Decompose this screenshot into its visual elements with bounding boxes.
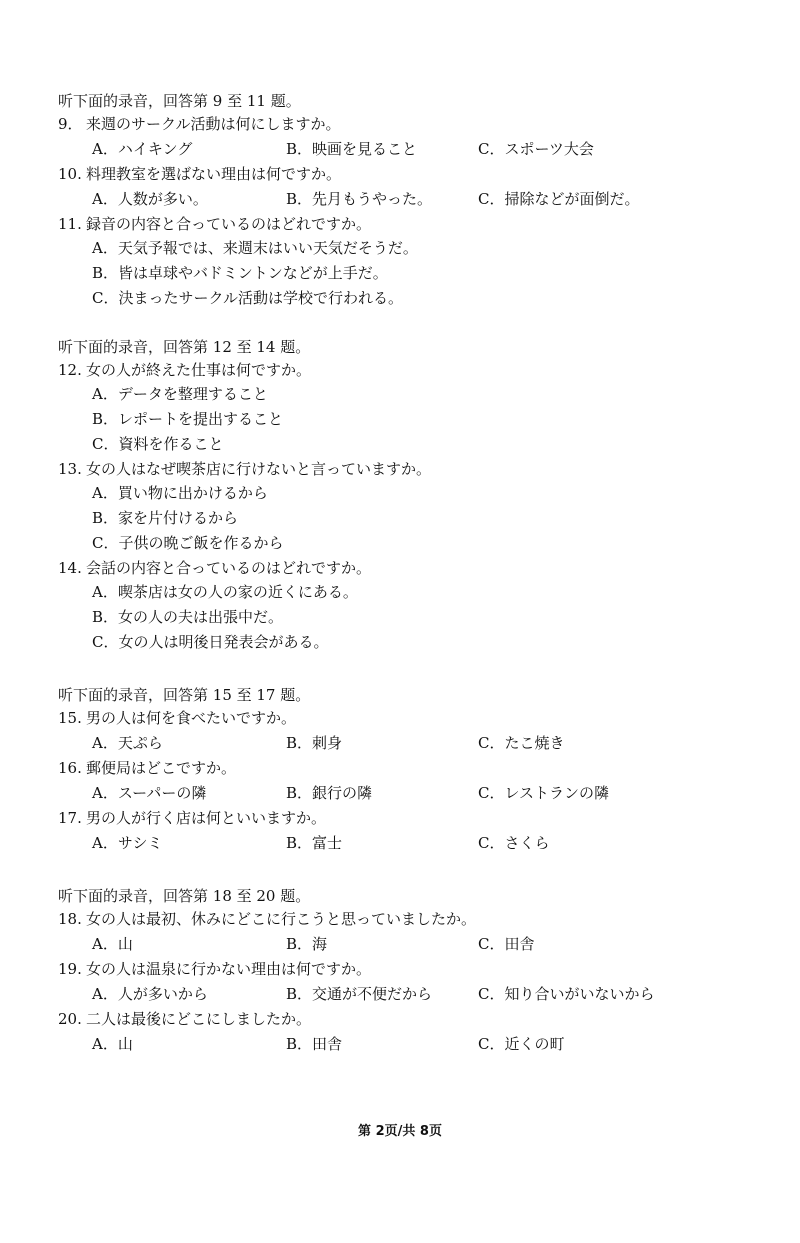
options-row: [58, 780, 758, 806]
section-q12-14: [58, 336, 758, 655]
option-b: B．富士: [286, 834, 343, 852]
question-11: [58, 212, 758, 311]
option-a: A．天気予報では、来週末はいい天気だそうだ。: [92, 239, 418, 257]
option-b: B．海: [286, 935, 328, 953]
question-16: [58, 756, 758, 806]
question-17: [58, 806, 758, 856]
option-a: A．人数が多い。: [92, 190, 208, 208]
option-a: A．データを整理すること: [92, 385, 268, 403]
option-c: C．スポーツ大会: [478, 140, 594, 158]
option-b: B．皆は卓球やバドミントンなどが上手だ。: [92, 264, 388, 282]
question-stem: 女の人が終えた仕事は何ですか。: [86, 361, 312, 379]
question-stem: 録音の内容と合っているのはどれですか。: [86, 215, 372, 233]
question-number: 19.: [58, 960, 82, 978]
option-b: B．交通が不便だから: [286, 985, 433, 1003]
page-number-footer: 第 2页/共 8页: [358, 1124, 442, 1139]
option-a: A．スーパーの隣: [92, 784, 207, 802]
option-b: B．田舎: [286, 1035, 343, 1053]
option-c: C．レストランの隣: [478, 784, 610, 802]
question-number: 18.: [58, 910, 82, 928]
section-intro: 听下面的录音，回答第 9 至 11 题。: [58, 92, 301, 110]
question-number: 14.: [58, 559, 82, 577]
question-number: 9．: [58, 115, 83, 133]
options-column: [58, 382, 758, 457]
question-number: 16.: [58, 759, 82, 777]
question-stem: 来週のサークル活動は何にしますか。: [86, 115, 341, 133]
question-stem: 男の人が行く店は何といいますか。: [86, 809, 327, 827]
option-b: B．銀行の隣: [286, 784, 373, 802]
question-number: 12.: [58, 361, 82, 379]
option-a: A．人が多いから: [92, 985, 208, 1003]
option-c: C．田舎: [478, 935, 535, 953]
section-intro: 听下面的录音，回答第 12 至 14 题。: [58, 338, 311, 356]
question-number: 20.: [58, 1010, 82, 1028]
option-b: B．レポートを提出すること: [92, 410, 284, 428]
question-10: [58, 162, 758, 212]
option-c: C．知り合いがいないから: [478, 985, 655, 1003]
options-row: [58, 1031, 758, 1057]
question-stem: 女の人は温泉に行かない理由は何ですか。: [86, 960, 372, 978]
question-number: 10.: [58, 165, 82, 183]
option-a: A．買い物に出かけるから: [92, 484, 268, 502]
question-stem: 男の人は何を食べたいですか。: [86, 709, 297, 727]
section-q18-20: [58, 885, 758, 1057]
section-q9-11: [58, 90, 758, 311]
option-c: C．子供の晩ご飯を作るから: [92, 534, 284, 552]
option-c: C．たこ焼き: [478, 734, 565, 752]
question-number: 11.: [58, 215, 82, 233]
option-c: C．さくら: [478, 834, 550, 852]
question-20: [58, 1007, 758, 1057]
question-19: [58, 957, 758, 1007]
option-c: C．決まったサークル活動は学校で行われる。: [92, 289, 404, 307]
options-row: [58, 830, 758, 856]
option-b: B．家を片付けるから: [92, 509, 239, 527]
question-stem: 料理教室を選ばない理由は何ですか。: [86, 165, 342, 183]
question-number: 13.: [58, 460, 82, 478]
option-c: C．掃除などが面倒だ。: [478, 190, 640, 208]
section-intro: 听下面的录音，回答第 15 至 17 题。: [58, 686, 311, 704]
question-stem: 郵便局はどこですか。: [86, 759, 237, 777]
options-column: [58, 481, 758, 556]
option-a: A．天ぷら: [92, 734, 163, 752]
question-stem: 女の人は最初、休みにどこに行こうと思っていましたか。: [86, 910, 477, 928]
option-a: A．山: [92, 935, 133, 953]
question-14: [58, 556, 758, 655]
option-a: A．サシミ: [92, 834, 163, 852]
options-column: [58, 236, 758, 311]
question-stem: 女の人はなぜ喫茶店に行けないと言っていますか。: [86, 460, 432, 478]
question-stem: 会話の内容と合っているのはどれですか。: [86, 559, 372, 577]
question-number: 15.: [58, 709, 82, 727]
question-9: [58, 112, 758, 162]
options-column: [58, 580, 758, 655]
options-row: [58, 730, 758, 756]
option-b: B．先月もうやった。: [286, 190, 433, 208]
option-b: B．映画を見ること: [286, 140, 418, 158]
option-c: C．資料を作ること: [92, 435, 224, 453]
options-row: [58, 136, 758, 162]
question-13: [58, 457, 758, 556]
option-a: A．山: [92, 1035, 133, 1053]
section-q15-17: [58, 684, 758, 856]
question-12: [58, 358, 758, 457]
section-intro: 听下面的录音，回答第 18 至 20 题。: [58, 887, 311, 905]
options-row: [58, 186, 758, 212]
option-c: C．女の人は明後日発表会がある。: [92, 633, 329, 651]
options-row: [58, 981, 758, 1007]
option-b: B．刺身: [286, 734, 343, 752]
question-15: [58, 706, 758, 756]
question-number: 17.: [58, 809, 82, 827]
question-stem: 二人は最後にどこにしましたか。: [86, 1010, 312, 1028]
option-b: B．女の人の夫は出張中だ。: [92, 608, 284, 626]
option-c: C．近くの町: [478, 1035, 565, 1053]
options-row: [58, 931, 758, 957]
option-a: A．ハイキング: [92, 140, 193, 158]
option-a: A．喫茶店は女の人の家の近くにある。: [92, 583, 358, 601]
question-18: [58, 907, 758, 957]
